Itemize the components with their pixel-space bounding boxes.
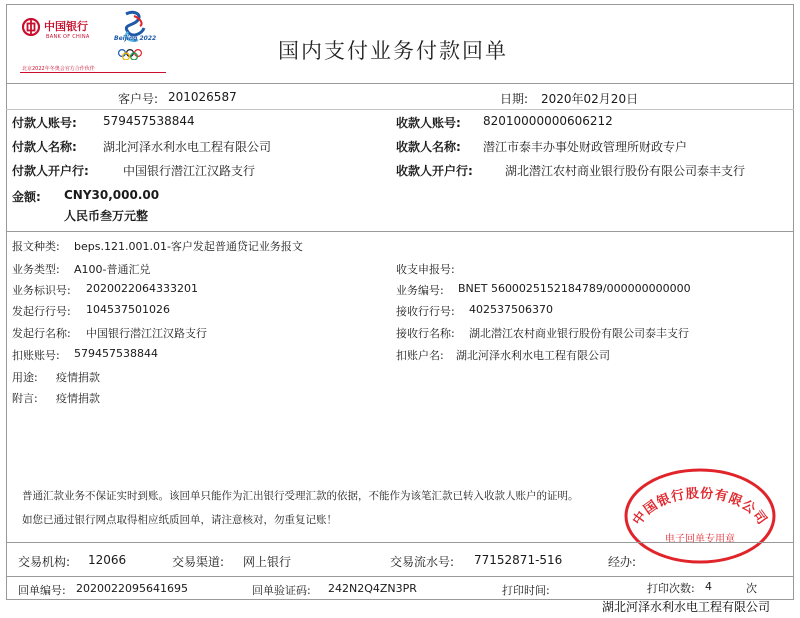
recv-bank-name: 湖北潜江农村商业银行股份有限公司泰丰支行 — [469, 327, 689, 340]
beijing-2022-emblem-icon — [108, 8, 162, 60]
payee-name-label: 收款人名称: — [396, 140, 461, 154]
notice-line-1: 普通汇款业务不保证实时到账。该回单只能作为汇出银行受理汇款的依据，不能作为该笔汇款已转入收款人账户的证明。 — [22, 490, 579, 502]
olympic-text: Beijing 2022 — [114, 35, 157, 42]
seal-stamp-icon — [622, 466, 778, 566]
apply-no-label: 收支申报号: — [396, 263, 455, 276]
print-count: 4 — [705, 580, 712, 593]
amount-value: CNY30,000.00 — [64, 188, 160, 202]
transaction-channel: 网上银行 — [243, 555, 292, 569]
payer-bank: 中国银行潜江江汉路支行 — [123, 164, 256, 178]
transaction-org-label: 交易机构: — [18, 555, 71, 569]
amount-label: 金额: — [12, 190, 41, 204]
notice-line-2: 如您已通过银行网点取得相应纸质回单，请注意核对，勿重复记账！ — [22, 514, 337, 526]
payer-account: 579457538844 — [103, 114, 195, 128]
customer-no-label: 客户号: — [118, 92, 159, 106]
transaction-org: 12066 — [88, 553, 127, 567]
transaction-serial: 77152871-516 — [474, 553, 563, 567]
sponsor-text: 北京2022年冬奥会官方合作伙伴 — [22, 66, 95, 72]
receipt-verify-label: 回单验证码: — [252, 584, 311, 597]
bank-seal — [622, 466, 778, 566]
purpose: 疫情捐款 — [56, 371, 100, 384]
receipt-verify-code: 242N2Q4ZN3PR — [328, 582, 417, 595]
recv-bank-no-label: 接收行行号: — [396, 305, 455, 318]
payer-bank-label: 付款人开户行: — [12, 164, 89, 178]
biz-type: A100-普通汇兑 — [74, 263, 151, 276]
payee-bank-label: 收款人开户行: — [396, 164, 473, 178]
divider — [6, 576, 794, 577]
purpose-label: 用途: — [12, 371, 38, 384]
logo-underline — [20, 72, 166, 73]
recv-bank-no: 402537506370 — [469, 303, 553, 316]
send-bank-name-label: 发起行名称: — [12, 327, 71, 340]
recv-bank-name-label: 接收行名称: — [396, 327, 455, 340]
boc-logo — [22, 18, 40, 36]
biz-no: BNET 5600025152184789/000000000000 — [458, 282, 691, 295]
receipt-no: 2020022095641695 — [76, 582, 188, 595]
divider — [6, 109, 794, 110]
boc-logo-icon — [22, 18, 40, 36]
amount-in-words: 人民币叁万元整 — [64, 209, 149, 223]
remark: 疫情捐款 — [56, 392, 100, 405]
footer-company-note: 湖北河泽水利水电工程有限公司 — [602, 600, 771, 614]
svg-text:中国银行股份有限公司 — [629, 485, 770, 528]
customer-no: 201026587 — [168, 90, 237, 104]
date-value: 2020年02月20日 — [541, 92, 639, 106]
handler-label: 经办: — [608, 555, 637, 569]
biz-no-label: 业务编号: — [396, 284, 444, 297]
msg-type: beps.121.001.01-客户发起普通贷记业务报文 — [74, 240, 303, 253]
payee-account-label: 收款人账号: — [396, 116, 461, 130]
divider — [6, 231, 794, 232]
debit-account-label: 扣账账号: — [12, 349, 60, 362]
send-bank-name: 中国银行潜江江汉路支行 — [86, 327, 207, 340]
send-bank-no-label: 发起行行号: — [12, 305, 71, 318]
debit-name-label: 扣账户名: — [396, 349, 444, 362]
biz-id-label: 业务标识号: — [12, 284, 71, 297]
divider — [6, 83, 794, 84]
biz-id: 2020022064333201 — [86, 282, 198, 295]
payee-account: 82010000000606212 — [483, 114, 613, 128]
debit-account: 579457538844 — [74, 347, 158, 360]
date-label: 日期: — [500, 92, 529, 106]
payer-name-label: 付款人名称: — [12, 140, 77, 154]
payee-bank: 湖北潜江农村商业银行股份有限公司泰丰支行 — [505, 164, 746, 178]
divider — [6, 542, 794, 543]
payer-name: 湖北河泽水利水电工程有限公司 — [103, 140, 272, 154]
payer-account-label: 付款人账号: — [12, 116, 77, 130]
receipt-no-label: 回单编号: — [18, 584, 66, 597]
boc-english-name: BANK OF CHINA — [46, 34, 90, 40]
page-title: 国内支付业务付款回单 — [278, 39, 508, 63]
transaction-serial-label: 交易流水号: — [390, 555, 455, 569]
print-count-unit: 次 — [746, 582, 757, 595]
payee-name: 潜江市泰丰办事处财政管理所财政专户 — [483, 140, 688, 154]
print-time-label: 打印时间: — [502, 584, 550, 597]
print-count-label: 打印次数: — [647, 582, 695, 595]
olympic-emblem — [108, 8, 162, 60]
biz-type-label: 业务类型: — [12, 263, 60, 276]
boc-name: 中国银行 — [44, 20, 88, 33]
seal-inner-text: 电子回单专用章 — [665, 534, 735, 545]
send-bank-no: 104537501026 — [86, 303, 170, 316]
msg-type-label: 报文种类: — [12, 240, 60, 253]
debit-name: 湖北河泽水利水电工程有限公司 — [456, 349, 610, 362]
remark-label: 附言: — [12, 392, 38, 405]
seal-outer-text: 中国银行股份有限公司 — [630, 486, 770, 529]
transaction-channel-label: 交易渠道: — [172, 555, 225, 569]
